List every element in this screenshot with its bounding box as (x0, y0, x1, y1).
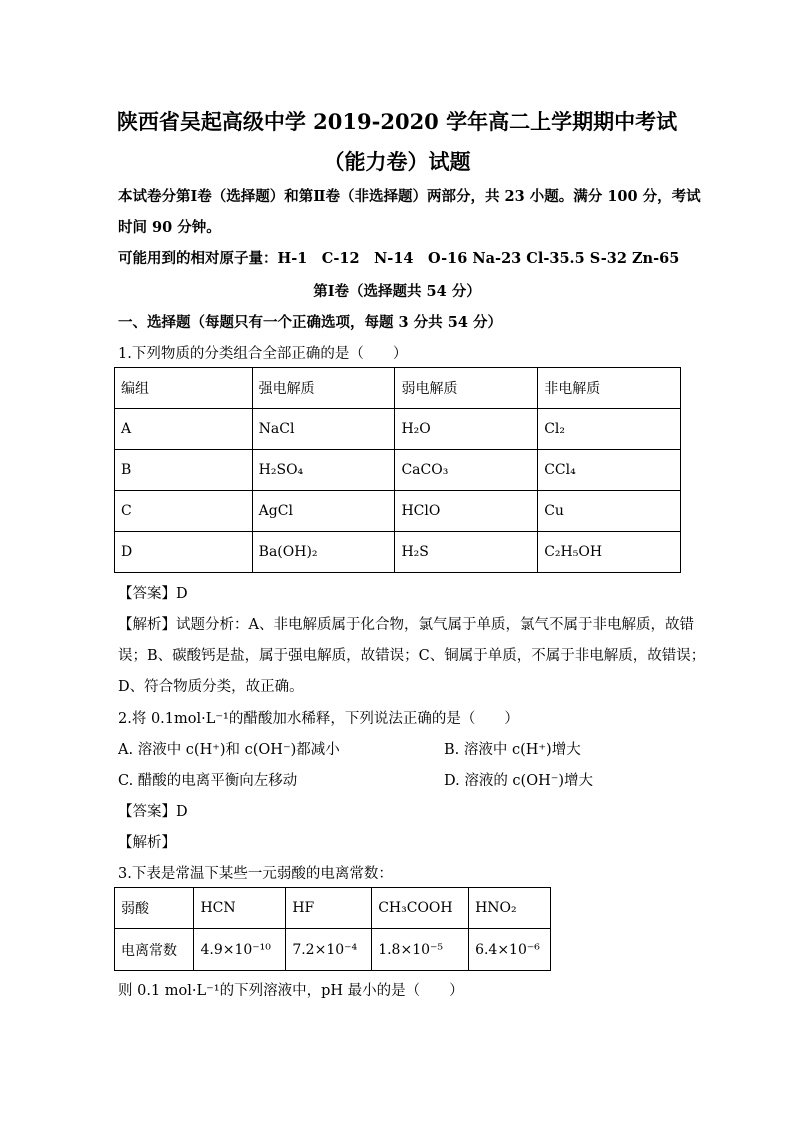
atomic-masses: 可能用到的相对原子量：H-1 C-12 N-14 O-16 Na-23 Cl-35.5 S-32 Zn-65 (118, 250, 680, 267)
table-cell: CaCO₃ (395, 450, 538, 491)
table-cell: Cl₂ (538, 409, 681, 450)
table-row (115, 409, 681, 450)
q2-option-a: A. 溶液中 c(H⁺)和 c(OH⁻)都减小 (118, 742, 340, 758)
table-cell: 7.2×10⁻⁴ (286, 929, 372, 971)
q3-stem: 3.下表是常温下某些一元弱酸的电离常数： (118, 866, 393, 882)
table-header-cell: 弱电解质 (395, 368, 538, 409)
table-header-cell: CH₃COOH (372, 888, 469, 929)
table-header-cell: HF (286, 888, 372, 929)
table-cell: HClO (395, 491, 538, 532)
table-cell: C (115, 491, 253, 532)
part1-heading: 第Ⅰ卷（选择题共 54 分） (313, 283, 481, 300)
table-cell: Cu (538, 491, 681, 532)
table-cell: B (115, 450, 253, 491)
table-cell: CCl₄ (538, 450, 681, 491)
page-title: 陕西省吴起高级中学 2019-2020 学年高二上学期期中考试 (116, 109, 678, 134)
q1-analysis-3: D、符合物质分类，故正确。 (118, 679, 304, 695)
table-row (115, 929, 551, 971)
table-header-cell: 弱酸 (115, 888, 194, 929)
table-cell: H₂S (395, 532, 538, 573)
table-cell: Ba(OH)₂ (252, 532, 395, 573)
q2-answer: 【答案】D (118, 804, 188, 820)
q3-table (114, 887, 551, 971)
table-cell: 4.9×10⁻¹⁰ (194, 929, 286, 971)
table-cell: 6.4×10⁻⁶ (469, 929, 551, 971)
section-heading: 一、选择题（每题只有一个正确选项，每题 3 分共 54 分） (118, 314, 502, 331)
q1-analysis-1: 【解析】试题分析：A、非电解质属于化合物，氯气属于单质，氯气不属于非电解质，故错 (118, 617, 694, 633)
q1-table (114, 367, 681, 573)
table-header-cell: 强电解质 (252, 368, 395, 409)
table-cell: NaCl (252, 409, 395, 450)
table-cell: A (115, 409, 253, 450)
page-subtitle: （能力卷）试题 (323, 149, 471, 174)
table-header-cell: 编组 (115, 368, 253, 409)
table-cell: 1.8×10⁻⁵ (372, 929, 469, 971)
table-header-row (115, 888, 551, 929)
intro-line-1: 本试卷分第Ⅰ卷（选择题）和第Ⅱ卷（非选择题）两部分，共 23 小题。满分 100 分，考试 (118, 188, 701, 205)
table-row (115, 450, 681, 491)
table-header-row (115, 368, 681, 409)
table-cell: 电离常数 (115, 929, 194, 971)
table-row (115, 491, 681, 532)
q2-option-b: B. 溶液中 c(H⁺)增大 (444, 742, 581, 758)
intro-line-2: 时间 90 分钟。 (118, 219, 221, 236)
q1-answer: 【答案】D (118, 586, 188, 602)
q2-analysis: 【解析】 (118, 835, 176, 851)
q2-stem: 2.将 0.1mol·L⁻¹的醋酸加水稀释，下列说法正确的是（ ） (118, 711, 519, 727)
table-row (115, 532, 681, 573)
table-cell: H₂O (395, 409, 538, 450)
q2-option-c: C. 醋酸的电离平衡向左移动 (118, 773, 298, 789)
table-cell: AgCl (252, 491, 395, 532)
table-header-cell: HCN (194, 888, 286, 929)
table-cell: H₂SO₄ (252, 450, 395, 491)
q1-stem: 1.下列物质的分类组合全部正确的是（ ） (118, 346, 408, 362)
table-cell: D (115, 532, 253, 573)
table-header-cell: 非电解质 (538, 368, 681, 409)
table-cell: C₂H₅OH (538, 532, 681, 573)
q2-option-d: D. 溶液的 c(OH⁻)增大 (444, 773, 594, 789)
table-header-cell: HNO₂ (469, 888, 551, 929)
q1-analysis-2: 误；B、碳酸钙是盐，属于强电解质，故错误；C、铜属于单质，不属于非电解质，故错误； (118, 648, 706, 664)
q3-question: 则 0.1 mol·L⁻¹的下列溶液中，pH 最小的是（ ） (118, 983, 464, 999)
